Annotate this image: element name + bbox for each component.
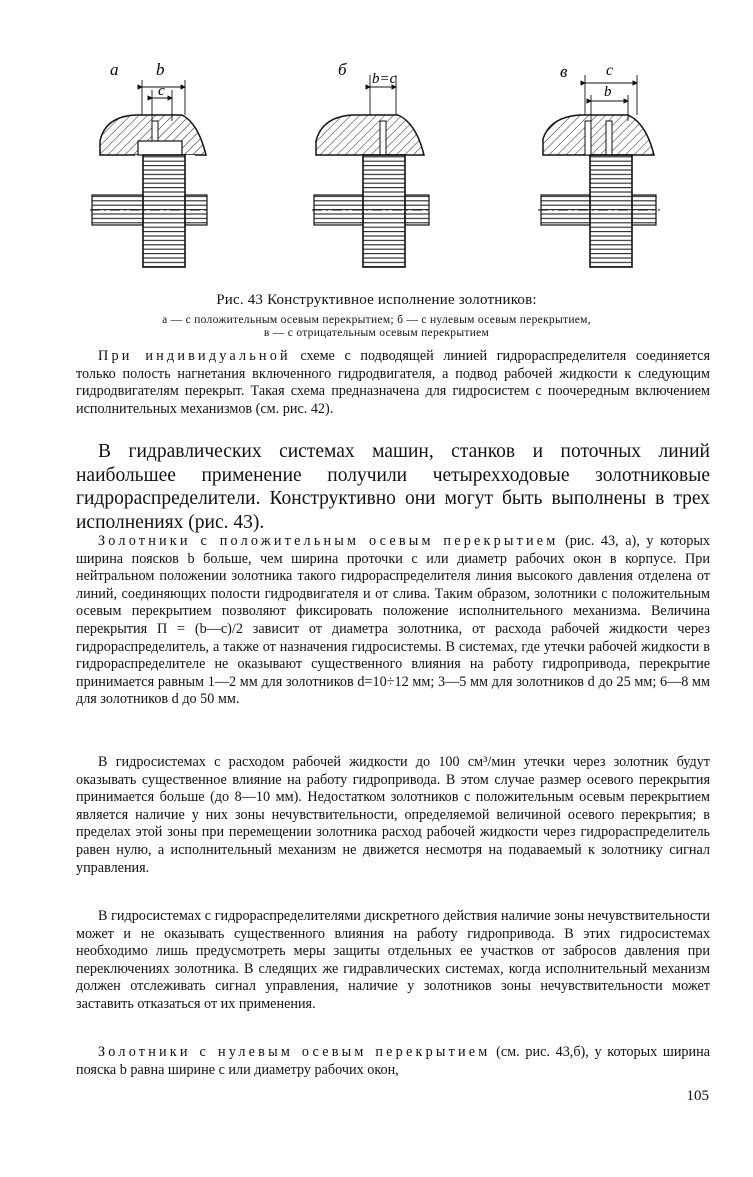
figure-caption-line-2: в — с отрицательным осевым перекрытием [263, 327, 490, 339]
variant-v-drawing [538, 62, 660, 267]
paragraph-text: (рис. 43, а), у которых ширина поясков b больше, чем ширина проточки с или диаметр рабочих окон в корпусе. При нейтральном положении золотника такого гидрораспределителя линия высокого давления отделена от линий, соединяющих полости гидродвигателя и от слива. Таким образом, золотники с положительным осевым перекрытием позволяют фиксировать положение исполнительного механизма. Величина перекрытия П = (b—c)/2 зависит от диаметра золотника, от расхода рабочей жидкости через гидрораспределитель, а также от назначения гидросистемы. В системах, где утечки рабочей жидкости в гидрораспределителе не оказывают существенного влияния на работу гидропривода, перекрытие принимается равным 1—2 мм для золотников d=10÷12 мм; 3—5 мм для золотников d до 25 мм; 6—8 мм для золотников d до 50 мм. [76, 533, 710, 708]
spaced-term-positive-overlap: Золотники с положительным осевым перекрытием [98, 533, 559, 549]
variant-a-label: a [110, 60, 119, 79]
spool-design-figure [80, 55, 700, 295]
variant-a-dim-b: b [156, 60, 165, 79]
page-number: 105 [686, 1088, 709, 1104]
variant-v-dim-c: c [606, 62, 614, 79]
paragraph-four-way-spools: В гидравлических системах машин, станков и поточных линий наибольшее применение получили четырехходовые золотниковые гидрораспределители. Конструктивно они могут быть выполнены в трех исполнениях (рис. 43). [76, 441, 710, 533]
variant-v-dim-b: b [604, 84, 612, 100]
figure-caption-line-1: а — с положительным осевым перекрытием; б — с нулевым осевым перекрытием, [162, 314, 591, 326]
paragraph-leakage: В гидросистемах с расходом рабочей жидкости до 100 см³/мин утечки через золотник будут оказывать существенное влияние на работу гидропривода. В этом случае размер осевого перекрытия принимается больше (до 8—10 мм). Недостатком золотников с положительным осевым перекрытием является наличие у них зоны нечувствительности, определяемой величиной осевого перекрытия; в пределах этой зоны при перемещении золотника расход рабочей жидкости через гидрораспределитель равен нулю, а исполнительный механизм не движется несмотря на подаваемый к золотнику сигнал управления. [76, 754, 710, 876]
variant-a-drawing [90, 60, 210, 267]
paragraph-individual-scheme [76, 348, 710, 418]
paragraph-discrete-action: В гидросистемах с гидрораспределителями дискретного действия наличие зоны нечувствительности может и не оказывать существенного влияния на работу гидропривода. В этих гидросистемах необходимо лишь предусмотреть меры защиты отдельных ее участков от забросов давления при переключениях золотника. В следящих же гидравлических системах, когда исполнительный механизм должен отслеживать сигнал управления, наличие у золотников зоны нечувствительности может заставить отказаться от их применения. [76, 908, 710, 1012]
paragraph-text: схеме с подводящей линией гидрораспределителя соединяется только полость нагнетания включенного гидродвигателя, а подвод рабочей жидкости к следующим гидродвигателям перекрыт. Такая схема предназначена для гидросистем с поочередным включением исполнительных механизмов (см. рис. 42). [76, 348, 710, 417]
paragraph-positive-overlap [76, 533, 710, 709]
spaced-term-zero-overlap: Золотники с нулевым осевым перекрытием [98, 1044, 491, 1060]
variant-b-label: б [338, 60, 347, 79]
paragraph-text: (см. рис. 43,б), у которых ширина пояска b равна ширине с или диаметру рабочих окон, [76, 1044, 710, 1078]
variant-b-drawing [312, 60, 432, 267]
variant-v-label: в [560, 62, 568, 81]
variant-b-dim-eq: b=c [372, 71, 397, 87]
paragraph-zero-overlap [76, 1044, 710, 1079]
variant-a-dim-c: c [158, 83, 165, 99]
spaced-term-individual: При индивидуальной [98, 348, 291, 364]
figure-caption-title: Рис. 43 Конструктивное исполнение золотников: [216, 292, 537, 308]
